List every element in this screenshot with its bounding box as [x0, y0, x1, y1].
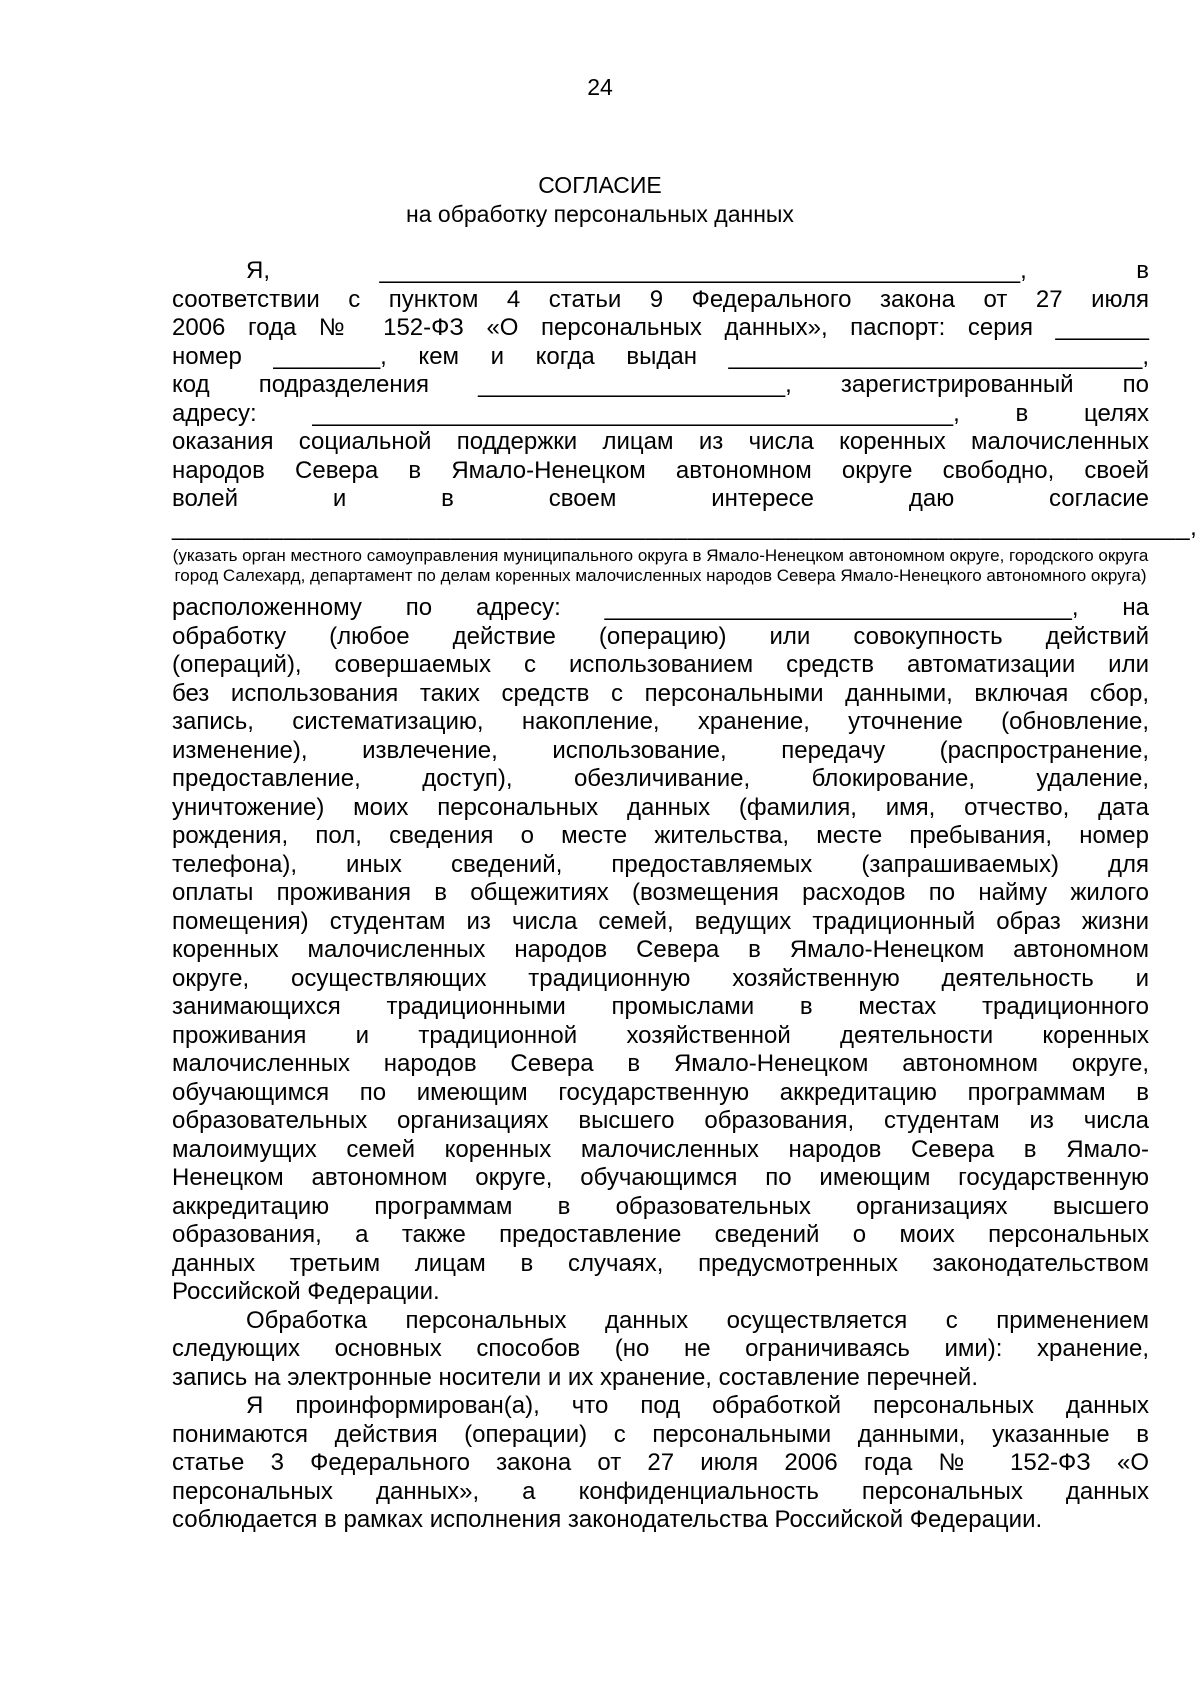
para3-line: персональных данных», а конфиденциальность персональных данных: [172, 1477, 1149, 1505]
para2-last-line: запись на электронные носители и их хранение, составление перечней.: [172, 1363, 978, 1391]
intro-line: волей и в своем интересе даю согласие: [172, 485, 1149, 512]
main-line: запись, систематизацию, накопление, хранение, уточнение (обновление,: [172, 708, 1149, 735]
main-line: аккредитацию программам в образовательных организациях высшего: [172, 1192, 1149, 1220]
main-line: проживания и традиционной хозяйственной деятельности коренных: [172, 1021, 1149, 1049]
main-line: обработку (любое действие (операцию) или совокупность действий: [172, 622, 1149, 650]
consent-body: [172, 257, 1198, 1535]
main-line: рождения, пол, сведения о месте жительства, месте пребывания, номер: [172, 822, 1149, 849]
main-line: образования, а также предоставление сведений о моих персональных: [172, 1221, 1149, 1248]
title-block: [0, 171, 1200, 229]
main-line: уничтожение) моих персональных данных (фамилия, имя, отчество, дата: [172, 793, 1149, 821]
main-line: изменение), извлечение, использование, передачу (распространение,: [172, 736, 1149, 764]
para2-line: Обработка персональных данных осуществляется с применением: [246, 1306, 1149, 1334]
main-line: занимающихся традиционными промыслами в местах традиционного: [172, 993, 1149, 1020]
main-line: (операций), совершаемых с использованием средств автоматизации или: [172, 651, 1149, 678]
page-number: 24: [587, 74, 613, 100]
para2-line: следующих основных способов (но не ограничиваясь ими): хранение,: [172, 1335, 1149, 1362]
main-line: Ненецком автономном округе, обучающимся по имеющим государственную: [172, 1164, 1149, 1191]
para3-last-line: соблюдается в рамках исполнения законодательства Российской Федерации.: [172, 1506, 1043, 1533]
authority-blank-line: _________________________________________________________________________,: [172, 513, 1198, 541]
main-last-line: Российской Федерации.: [172, 1278, 440, 1305]
main-line: малоимущих семей коренных малочисленных народов Севера в Ямало-: [172, 1135, 1149, 1163]
intro-line: соответствии с пунктом 4 статьи 9 Федерального закона от 27 июля: [172, 285, 1149, 313]
main-line: расположенному по адресу: ___________________________________, на: [172, 594, 1149, 621]
main-line: телефона), иных сведений, предоставляемых (запрашиваемых) для: [172, 850, 1149, 878]
intro-line: народов Севера в Ямало-Ненецком автономном округе свободно, своей: [172, 456, 1149, 484]
main-line: без использования таких средств с персональными данными, включая сбор,: [172, 679, 1149, 707]
main-line: данных третьим лицам в случаях, предусмотренных законодательством: [172, 1249, 1149, 1277]
main-line: малочисленных народов Севера в Ямало-Ненецком автономном округе,: [172, 1050, 1149, 1077]
main-line: помещения) студентам из числа семей, ведущих традиционный образ жизни: [172, 907, 1149, 935]
main-line: обучающимся по имеющим государственную аккредитацию программам в: [172, 1078, 1149, 1106]
intro-line: номер ________, кем и когда выдан _______________________________,: [172, 342, 1149, 370]
intro-line: оказания социальной поддержки лицам из числа коренных малочисленных: [172, 428, 1149, 455]
para3-line: понимаются действия (операции) с персональными данными, указанные в: [172, 1420, 1149, 1448]
main-line: оплаты проживания в общежитиях (возмещения расходов по найму жилого: [172, 879, 1149, 906]
authority-note: (указать орган местного самоуправления муниципального округа в Ямало-Ненецком автономном округе, городского округа город Салехард, департамент по делам коренных малочисленных народов Севера Ямало-Ненецкого автономного округа): [172, 546, 1149, 585]
intro-line: Я, ________________________________________________, в: [246, 257, 1149, 284]
main-line: предоставление, доступ), обезличивание, блокирование, удаление,: [172, 765, 1149, 792]
para3-line: статье 3 Федерального закона от 27 июля 2006 года № 152-ФЗ «О: [172, 1449, 1149, 1476]
main-line: образовательных организациях высшего образования, студентам из числа: [172, 1107, 1149, 1134]
intro-line: код подразделения _______________________, зарегистрированный по: [172, 371, 1149, 398]
intro-line: 2006 года № 152-ФЗ «О персональных данных», паспорт: серия _______: [172, 314, 1149, 341]
document-title: СОГЛАСИЕ: [538, 172, 662, 198]
para3-line: Я проинформирован(а), что под обработкой персональных данных: [246, 1392, 1149, 1419]
document-subtitle: на обработку персональных данных: [406, 201, 794, 227]
main-line: округе, осуществляющих традиционную хозяйственную деятельность и: [172, 964, 1149, 992]
main-line: коренных малочисленных народов Севера в Ямало-Ненецком автономном: [172, 936, 1149, 963]
intro-line: адресу: ________________________________________________, в целях: [172, 399, 1149, 427]
